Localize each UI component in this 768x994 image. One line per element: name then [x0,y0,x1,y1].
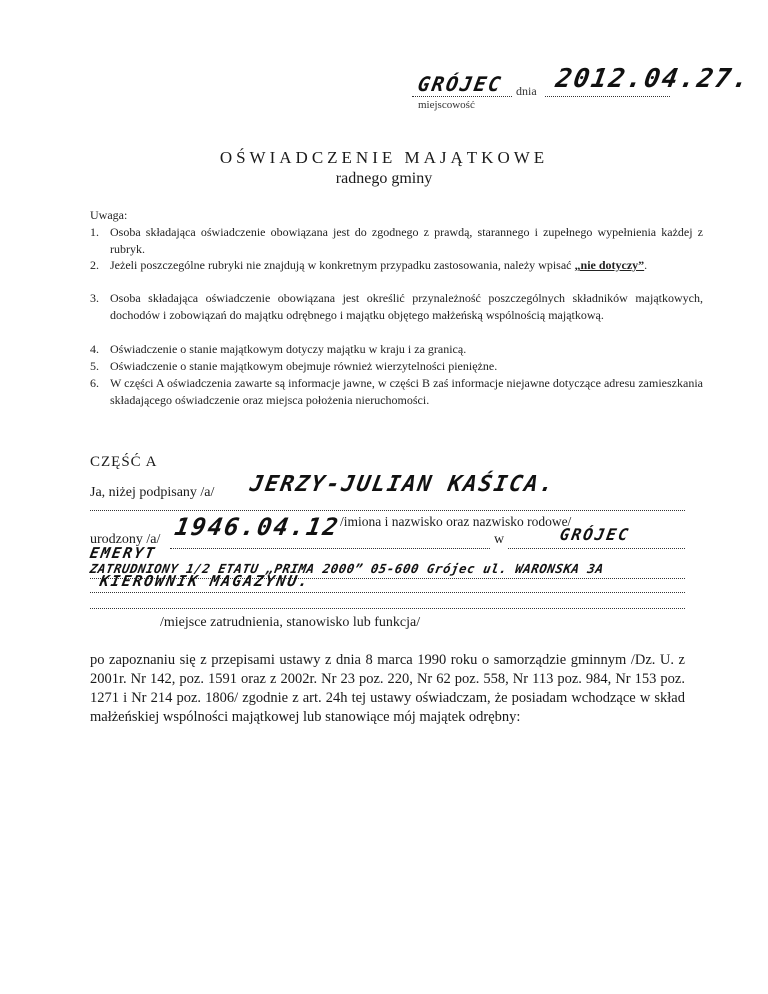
document-subtitle: radnego gminy [335,170,433,187]
note-text-part: Jeżeli poszczególne rubryki nie znajdują w konkretnym przypadku zastosowania, należy wpisać [110,258,575,272]
note-number: 1. [90,225,99,239]
in-label: w [494,532,505,547]
note-text: Oświadczenie o stanie majątkowym obejmuje również wierzytelności pieniężne. [110,359,498,373]
birth-place: GRÓJEC [558,525,632,544]
notes-list [90,224,705,444]
place-value: GRÓJEC [415,72,505,96]
signed-label: Ja, niżej podpisany /a/ [90,485,215,500]
legal-statement: po zapoznaniu się z przepisami ustawy z dnia 8 marca 1990 roku o samorządzie gminnym /Dz. U. z 2001r. Nr 142, poz. 1591 oraz z 2002r. Nr 23 poz. 220, Nr 62 poz. 558, Nr 113 poz. 984, Nr 153 poz. 1271 i Nr 214 poz. 1806/ zgodnie z art. 24h tej ustawy oświadczam, że posiadam wchodzące w skład małżeńskiej wspólności majątkowej lub stanowiące mój majątek odrębny: [90,652,685,725]
employment-dotted-line-3 [90,608,685,609]
employment-dotted-line-2 [90,592,685,593]
document-title: OŚWIADCZENIE MAJĄTKOWE [219,148,549,167]
born-label: urodzony /a/ [90,532,161,547]
name-value: JERZY-JULIAN KAŚICA. [247,472,558,497]
date-dotted-line [545,96,670,97]
note-item [90,224,705,258]
date-prefix: dnia [516,84,537,98]
birth-place-dotted-line [508,548,685,549]
employment-line-3: KIEROWNIK MAGAZYNU. [98,572,312,590]
note-number: 4. [90,342,99,356]
note-item [90,290,705,341]
name-dotted-line [90,510,685,511]
note-text: W części A oświadczenia zawarte są informacje jawne, w części B zaś informacje niejawne dotyczące adresu zamieszkania składającego oświadczenie oraz miejsca położenia nieruchomości. [110,376,703,407]
note-text-part: . [644,258,648,272]
birth-date-dotted-line [170,548,490,549]
note-emphasis: „nie dotyczy” [574,258,645,272]
date-value: 2012.04.27. [553,64,753,94]
note-number: 5. [90,359,99,373]
note-text: Osoba składająca oświadczenie obowiązana jest do zgodnego z prawdą, starannego i zupełnego wypełnienia każdej z rubryk. [110,225,703,256]
birth-date: 1946.04.12 [172,513,342,541]
note-number: 6. [90,376,99,390]
notes-heading: Uwaga: [90,208,128,222]
note-number: 3. [90,291,99,305]
employment-caption: /miejsce zatrudnienia, stanowisko lub funkcja/ [160,615,421,630]
note-item [90,257,705,291]
note-number: 2. [90,258,99,272]
note-text [110,257,703,274]
employment-line-2: ZATRUDNIONY 1/2 ETATU „PRIMA 2000” 05-600 Grójec ul. WARONSKA 3A [88,561,605,576]
note-text: Oświadczenie o stanie majątkowym dotyczy majątku w kraju i za granicą. [110,342,467,356]
place-dotted-line [412,96,512,97]
note-item [90,358,705,375]
names-caption: /imiona i nazwisko oraz nazwisko rodowe/ [340,514,572,529]
note-item [90,375,705,426]
employment-line-1: EMERYT [88,544,158,562]
place-label: miejscowość [418,99,475,111]
part-a-heading: CZĘŚĆ A [90,454,158,470]
note-text: Osoba składająca oświadczenie obowiązana jest określić przynależność poszczególnych składników majątkowych, dochodów i zobowiązań do majątku odrębnego i majątku objętego małżeńską wspólnością majątkową. [110,291,703,322]
note-item [90,341,705,358]
